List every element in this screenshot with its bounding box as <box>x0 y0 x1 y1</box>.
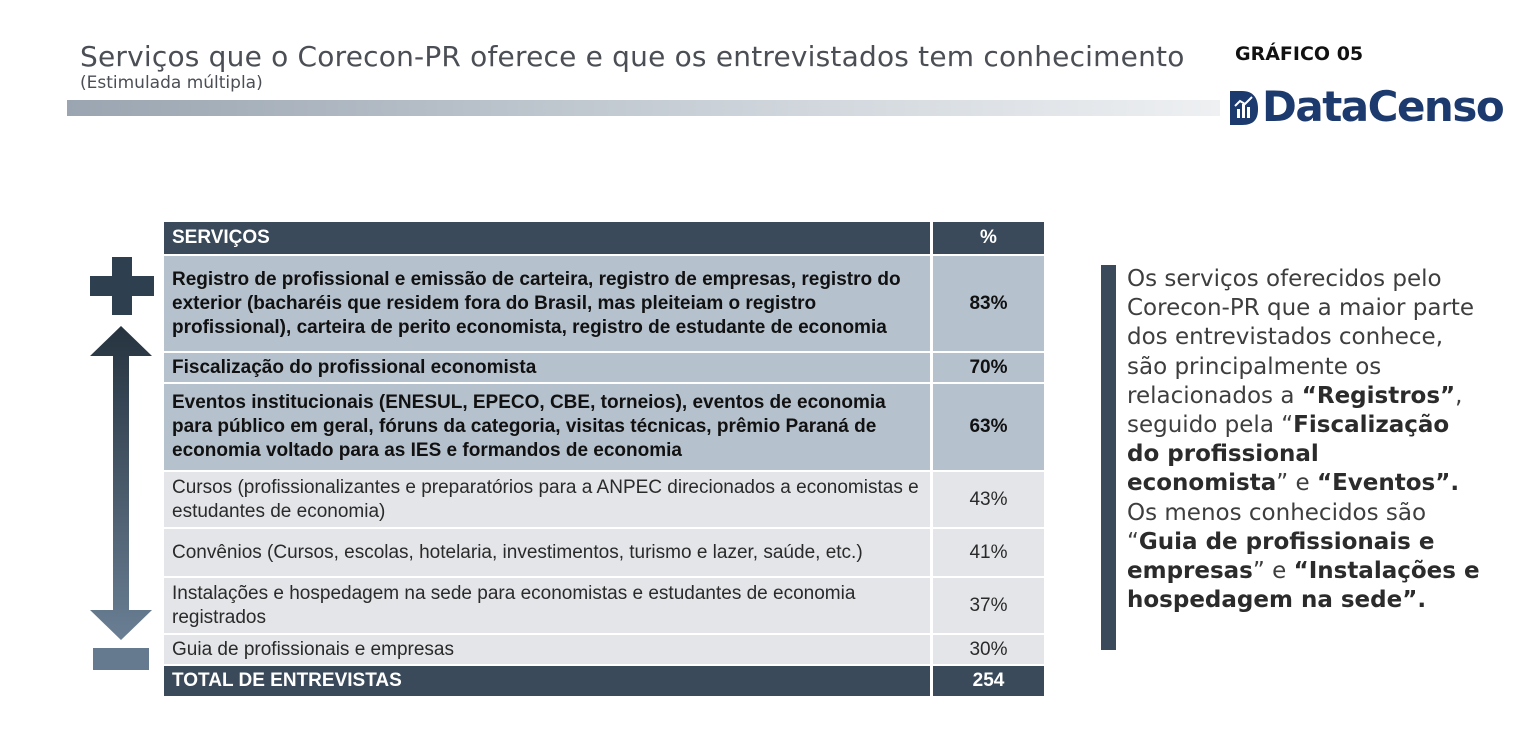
note-highlight: “Eventos”. <box>1316 470 1460 497</box>
note-text: , seguido pela “ <box>1127 382 1463 439</box>
note-highlight: Guia de profissionais e empresas <box>1127 528 1435 585</box>
note-accent-bar <box>1101 265 1116 650</box>
table-row <box>164 384 1044 472</box>
total-value: 254 <box>930 666 1044 698</box>
table-row <box>164 256 1044 353</box>
logo-icon <box>1228 87 1260 127</box>
service-cell: Convênios (Cursos, escolas, hotelaria, investimentos, turismo e lazer, saúde, etc.) <box>164 529 930 578</box>
double-arrow-vertical-icon <box>90 326 152 640</box>
table-row <box>164 529 1044 578</box>
table-header-row <box>164 222 1044 256</box>
percent-cell: 83% <box>930 256 1044 353</box>
percent-cell: 37% <box>930 578 1044 635</box>
title-underline-bar <box>67 100 1220 116</box>
percent-cell: 70% <box>930 353 1044 384</box>
note-text: Os menos conhecidos são “ <box>1127 499 1427 555</box>
table-row <box>164 353 1044 384</box>
note-highlight: “Registros” <box>1301 382 1456 409</box>
note-text: ” e <box>1252 558 1294 585</box>
percent-cell: 43% <box>930 472 1044 529</box>
minus-icon <box>93 648 149 670</box>
page-subtitle: (Estimulada múltipla) <box>80 73 263 93</box>
service-cell: Guia de profissionais e empresas <box>164 635 930 666</box>
service-cell: Registro de profissional e emissão de carteira, registro de empresas, registro do exterior (bacharéis que residem fora do Brasil, mas pleiteiam o registro profissional), carteira de perito economista, registro de estudante de economia <box>164 256 930 353</box>
column-header-percent: % <box>930 222 1044 256</box>
page-title: Serviços que o Corecon-PR oferece e que os entrevistados tem conhecimento <box>80 40 1185 73</box>
percent-cell: 41% <box>930 529 1044 578</box>
total-label: TOTAL DE ENTREVISTAS <box>164 666 930 698</box>
note-highlight: “Instalações e hospedagem na sede”. <box>1127 558 1480 614</box>
service-cell: Cursos (profissionalizantes e preparatórios para a ANPEC direcionados a economistas e estudantes de economia) <box>164 472 930 529</box>
note-text: Os serviços oferecidos pelo Corecon-PR que a maior parte dos entrevistados conhece, são principalmente os relacionados a <box>1127 266 1475 409</box>
table-row <box>164 472 1044 529</box>
note-highlight: Fiscalização do profissional economista <box>1127 412 1450 497</box>
table-row <box>164 578 1044 635</box>
service-cell: Eventos institucionais (ENESUL, EPECO, CBE, torneios), eventos de economia para público em geral, fóruns da categoria, visitas técnicas, prêmio Paraná de economia voltado para as IES e formandos de economia <box>164 384 930 472</box>
datacenso-logo <box>1228 84 1503 130</box>
services-table <box>164 222 1044 698</box>
percent-cell: 63% <box>930 384 1044 472</box>
logo-text: DataCenso <box>1262 82 1504 131</box>
summary-note <box>1127 265 1487 615</box>
plus-icon <box>90 257 154 315</box>
chart-number-label: GRÁFICO 05 <box>1235 43 1364 65</box>
note-text: ” e <box>1276 470 1317 497</box>
table-total-row <box>164 666 1044 698</box>
service-cell: Fiscalização do profissional economista <box>164 353 930 384</box>
table-row <box>164 635 1044 666</box>
service-cell: Instalações e hospedagem na sede para economistas e estudantes de economia registrados <box>164 578 930 635</box>
column-header-services: SERVIÇOS <box>164 222 930 256</box>
percent-cell: 30% <box>930 635 1044 666</box>
